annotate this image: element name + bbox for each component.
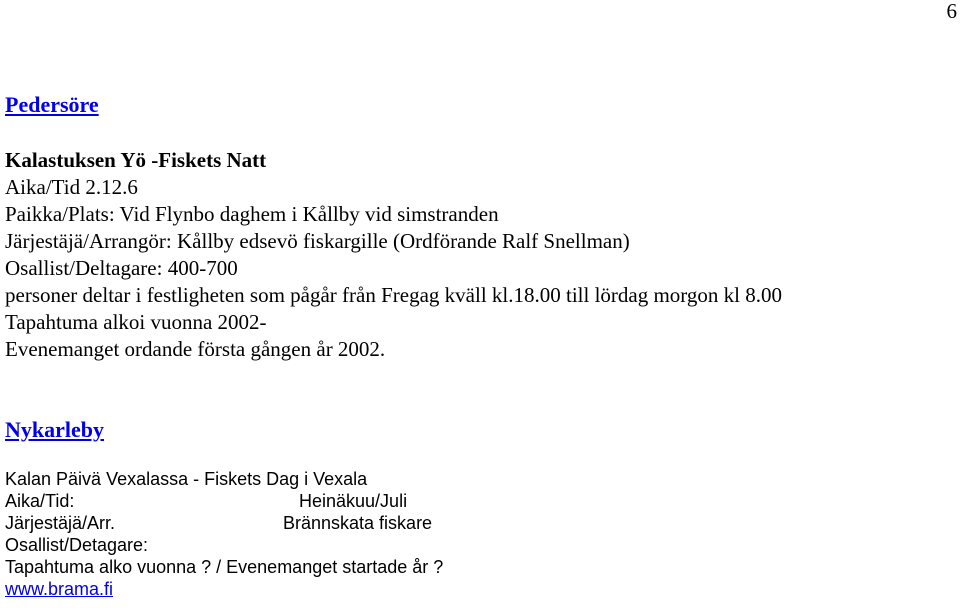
event-started-fi: Tapahtuma alkoi vuonna 2002- xyxy=(5,310,267,334)
website-link[interactable]: www.brama.fi xyxy=(5,579,114,599)
event-organizer-row xyxy=(5,512,955,534)
event-organizer-value: Brännskata fiskare xyxy=(283,513,433,533)
event-participants: Osallist/Deltagare: 400-700 xyxy=(5,256,238,280)
event-time-value: Heinäkuu/Juli xyxy=(299,491,408,511)
page-number: 6 xyxy=(946,0,957,23)
event-organizer-label: Järjestäjä/Arr. xyxy=(5,513,116,533)
pedersore-section xyxy=(5,147,955,363)
heading-nykarleby[interactable]: Nykarleby xyxy=(5,417,104,442)
event-started: Tapahtuma alko vuonna ? / Evenemanget startade år ? xyxy=(5,557,444,577)
event-title: Kalan Päivä Vexalassa - Fiskets Dag i Vexala xyxy=(5,469,368,489)
event-started-sv: Evenemanget ordande första gången år 2002. xyxy=(5,337,386,361)
event-participants-label: Osallist/Detagare: xyxy=(5,535,149,555)
heading-pedersore[interactable]: Pedersöre xyxy=(5,92,99,117)
event-time-row xyxy=(5,490,955,512)
event-title: Kalastuksen Yö -Fiskets Natt xyxy=(5,148,267,172)
nykarleby-section xyxy=(5,468,955,600)
event-organizer: Järjestäjä/Arrangör: Kållby edsevö fiskargille (Ordförande Ralf Snellman) xyxy=(5,229,630,253)
event-place: Paikka/Plats: Vid Flynbo daghem i Kållby vid simstranden xyxy=(5,202,499,226)
event-time: Aika/Tid 2.12.6 xyxy=(5,175,138,199)
event-description: personer deltar i festligheten som pågår från Fregag kväll kl.18.00 till lördag morgon kl 8.00 xyxy=(5,283,783,307)
event-time-label: Aika/Tid: xyxy=(5,491,75,511)
